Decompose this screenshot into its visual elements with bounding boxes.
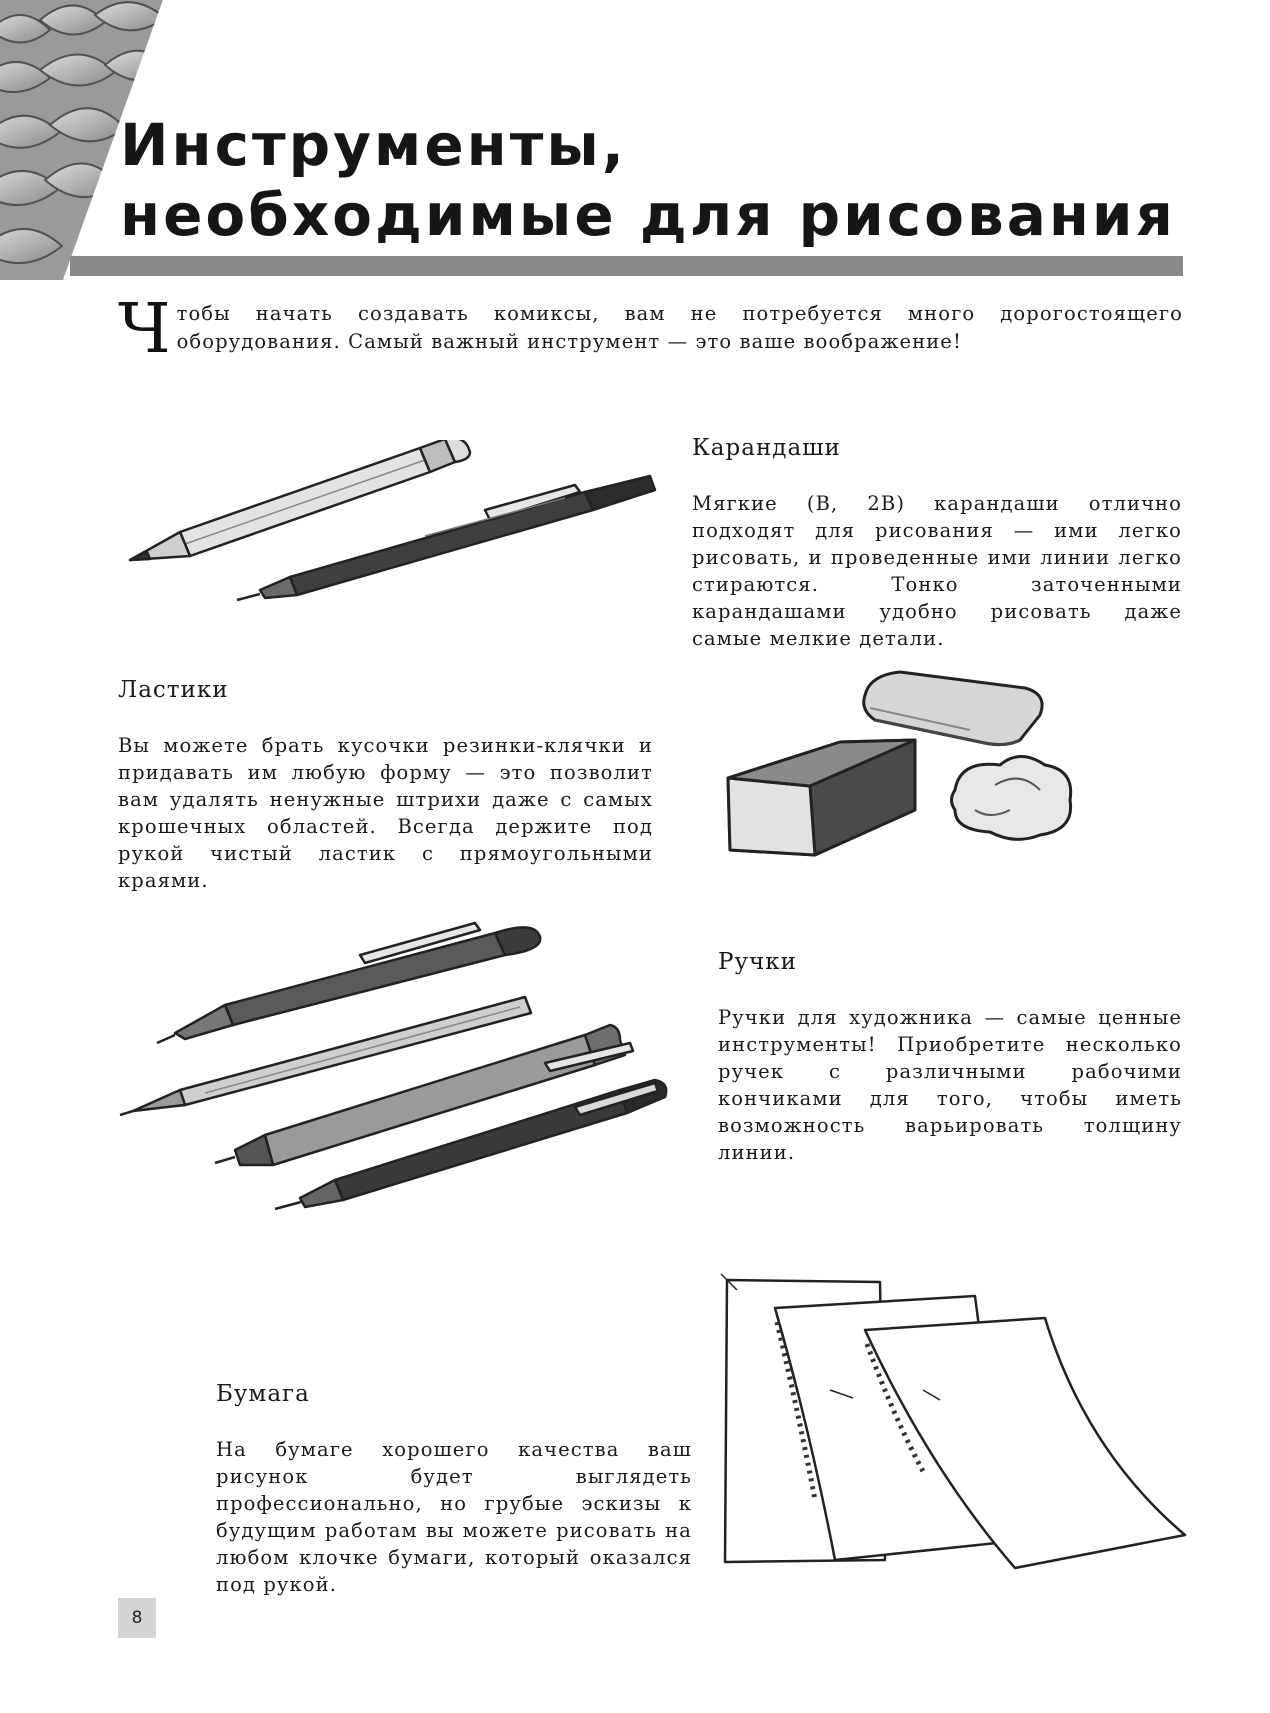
pens-heading: Ручки (718, 949, 797, 975)
paper-section (216, 1380, 692, 1598)
page-title (120, 110, 1176, 250)
pens-illustration (115, 915, 705, 1215)
erasers-section (118, 676, 653, 894)
paper-body: На бумаге хорошего качества ваш рисунок будет выглядеть профессионально, но грубые эскизы к будущим работам вы можете рисовать на любом клочке бумаги, который оказался под рукой. (216, 1438, 692, 1596)
paper-sheets-illustration (715, 1270, 1190, 1570)
intro-paragraph (118, 290, 1183, 369)
title-line-2: необходимые для рисования (120, 181, 1176, 249)
paper-heading: Бумага (216, 1381, 310, 1407)
page-number: 8 (118, 1598, 156, 1638)
erasers-illustration (720, 660, 1090, 860)
erasers-heading: Ластики (118, 677, 229, 703)
pencils-body: Мягкие (B, 2B) карандаши отлично подходят для рисования — ими легко рисовать, и проведенные ими линии легко стираются. Тонко заточенными карандашами удобно рисовать даже самые мелкие детали. (692, 492, 1182, 650)
title-underline-bar (70, 256, 1183, 276)
intro-text: тобы начать создавать комиксы, вам не потребуется много дорогостоящего оборудования. Самый важный инструмент — это ваше воображение! (176, 302, 1183, 353)
erasers-body: Вы можете брать кусочки резинки-клячки и придавать им любую форму — это позволит вам удалять ненужные штрихи даже с самых крошечных областей. Всегда держите под рукой чистый ластик с прямоугольными краями. (118, 734, 653, 892)
pencils-illustration (125, 440, 665, 620)
pens-section (718, 948, 1182, 1166)
pens-body: Ручки для художника — самые ценные инструменты! Приобретите несколько ручек с различными рабочими кончиками для того, чтобы иметь возможность варьировать толщину линии. (718, 1006, 1182, 1164)
pencils-section (692, 434, 1182, 652)
drop-cap: Ч (118, 290, 171, 369)
title-line-1: Инструменты, (120, 111, 627, 179)
pencils-heading: Карандаши (692, 435, 841, 461)
